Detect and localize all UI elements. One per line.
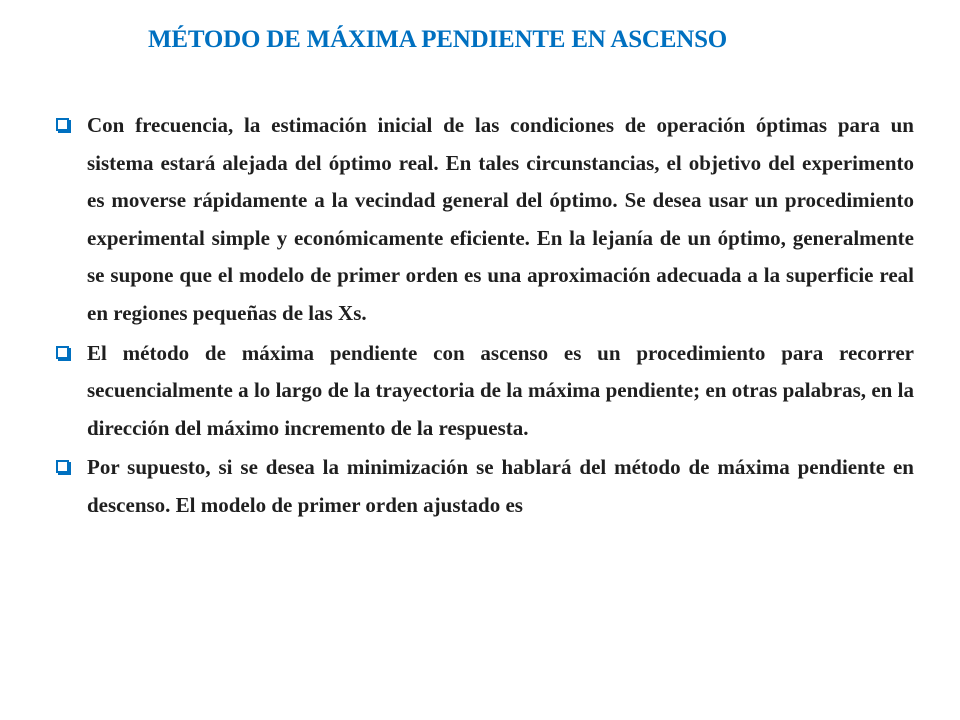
hollow-square-bullet-icon (56, 118, 69, 131)
bullet-text: El método de máxima pendiente con ascenso es un procedimiento para recorrer secuencialmente a lo largo de la trayectoria de la máxima pendiente; en otras palabras, en la dirección del máximo incremento de la respuesta. (87, 340, 914, 440)
bullet-item (56, 449, 914, 524)
hollow-square-bullet-icon (56, 346, 69, 359)
bullet-text: Por supuesto, si se desea la minimización se hablará del método de máxima pendiente en descenso. El modelo de primer orden ajustado es (87, 455, 914, 517)
hollow-square-bullet-icon (56, 460, 69, 473)
bullet-item (56, 335, 914, 448)
slide-title: MÉTODO DE MÁXIMA PENDIENTE EN ASCENSO (148, 26, 728, 53)
bullet-item (56, 107, 914, 333)
bullet-text: Con frecuencia, la estimación inicial de las condiciones de operación óptimas para un sistema estará alejada del óptimo real. En tales circunstancias, el objetivo del experimento es moverse rápidamente a la vecindad general del óptimo. Se desea usar un procedimiento experimental simple y económicamente eficiente. En la lejanía de un óptimo, generalmente se supone que el modelo de primer orden es una aproximación adecuada a la superficie real en regiones pequeñas de las Xs. (87, 113, 914, 325)
bullet-list (56, 107, 914, 527)
